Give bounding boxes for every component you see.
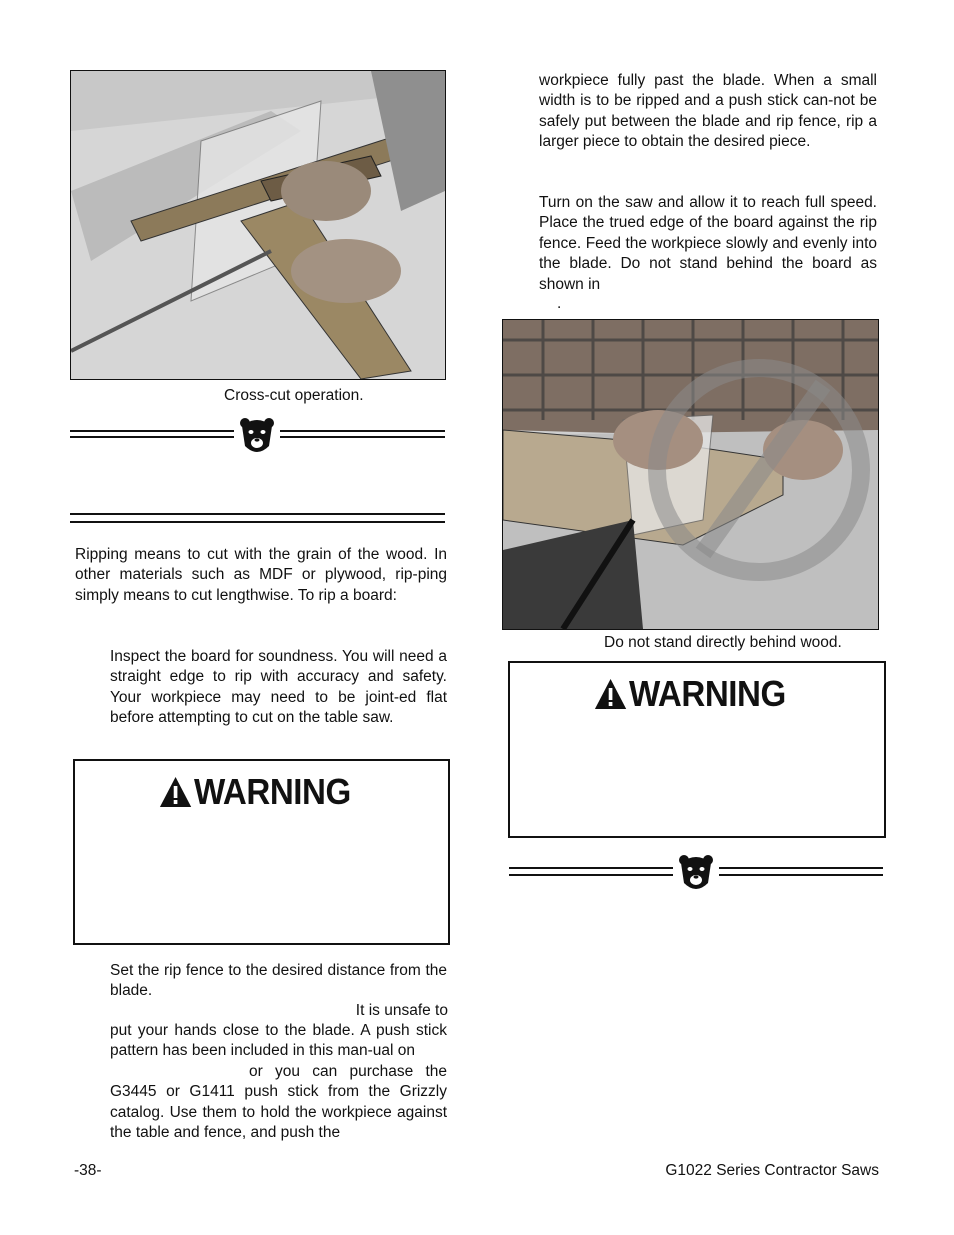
section-rule-top bbox=[70, 430, 234, 432]
warning-box bbox=[73, 759, 450, 945]
section-rule-top bbox=[70, 436, 234, 438]
section-rule-top bbox=[280, 436, 445, 438]
section-rule-right bbox=[509, 867, 673, 869]
rip-illustration bbox=[503, 320, 878, 629]
figure1-caption: Cross-cut operation. bbox=[224, 387, 364, 404]
section-rule-right bbox=[509, 874, 673, 876]
crosscut-photo bbox=[70, 70, 446, 380]
rip-warning-photo bbox=[502, 319, 879, 630]
right-para2: Turn on the saw and allow it to reach full speed. Place the trued edge of the board against the rip fence. Feed the workpiece slowly and evenly into the blade. Do not stand behind the board as shown in bbox=[539, 194, 877, 293]
warning-triangle-icon bbox=[594, 678, 627, 710]
warning-box bbox=[508, 661, 886, 838]
warning-triangle-icon bbox=[159, 776, 192, 808]
step2-text-a: Set the rip fence to the desired distance from the blade. bbox=[110, 962, 447, 1000]
step2-text-d: or you can purchase the G3445 or G1411 push stick from the Grizzly catalog. Use them to hold the workpiece against the table and fence, and push the bbox=[110, 1063, 447, 1142]
warning-header bbox=[594, 673, 786, 715]
bear-logo-icon bbox=[677, 853, 715, 893]
section-rule-bottom bbox=[70, 521, 445, 523]
section-rule-right bbox=[719, 867, 883, 869]
step2-text-b: It is unsafe to bbox=[355, 1002, 448, 1019]
warning-label: WARNING bbox=[628, 673, 786, 714]
page-number: -38- bbox=[74, 1162, 102, 1179]
section-rule-right bbox=[719, 874, 883, 876]
manual-title: G1022 Series Contractor Saws bbox=[665, 1162, 879, 1179]
section-rule-bottom bbox=[70, 513, 445, 515]
warning-header bbox=[159, 771, 351, 813]
figure2-caption: Do not stand directly behind wood. bbox=[604, 634, 842, 651]
right-para2-end: . bbox=[557, 295, 562, 312]
right-para1: workpiece fully past the blade. When a small width is to be ripped and a push stick can-not be safely put between the blade and rip fence, rip a larger piece to obtain the desired piece. bbox=[539, 72, 877, 151]
crosscut-illustration bbox=[71, 71, 445, 379]
warning-label: WARNING bbox=[193, 771, 351, 812]
section-rule-top bbox=[280, 430, 445, 432]
step1-text: Inspect the board for soundness. You will need a straight edge to rip with accuracy and safety. Your workpiece may need to be joint-ed flat before attempting to cut on the table saw. bbox=[110, 648, 447, 727]
bear-logo-icon bbox=[238, 416, 276, 456]
step2-text-c: put your hands close to the blade. A push stick pattern has been included in this man-ual on bbox=[110, 1022, 447, 1060]
ripping-intro: Ripping means to cut with the grain of the wood. In other materials such as MDF or plywood, rip-ping simply means to cut lengthwise. To rip a board: bbox=[75, 546, 447, 604]
